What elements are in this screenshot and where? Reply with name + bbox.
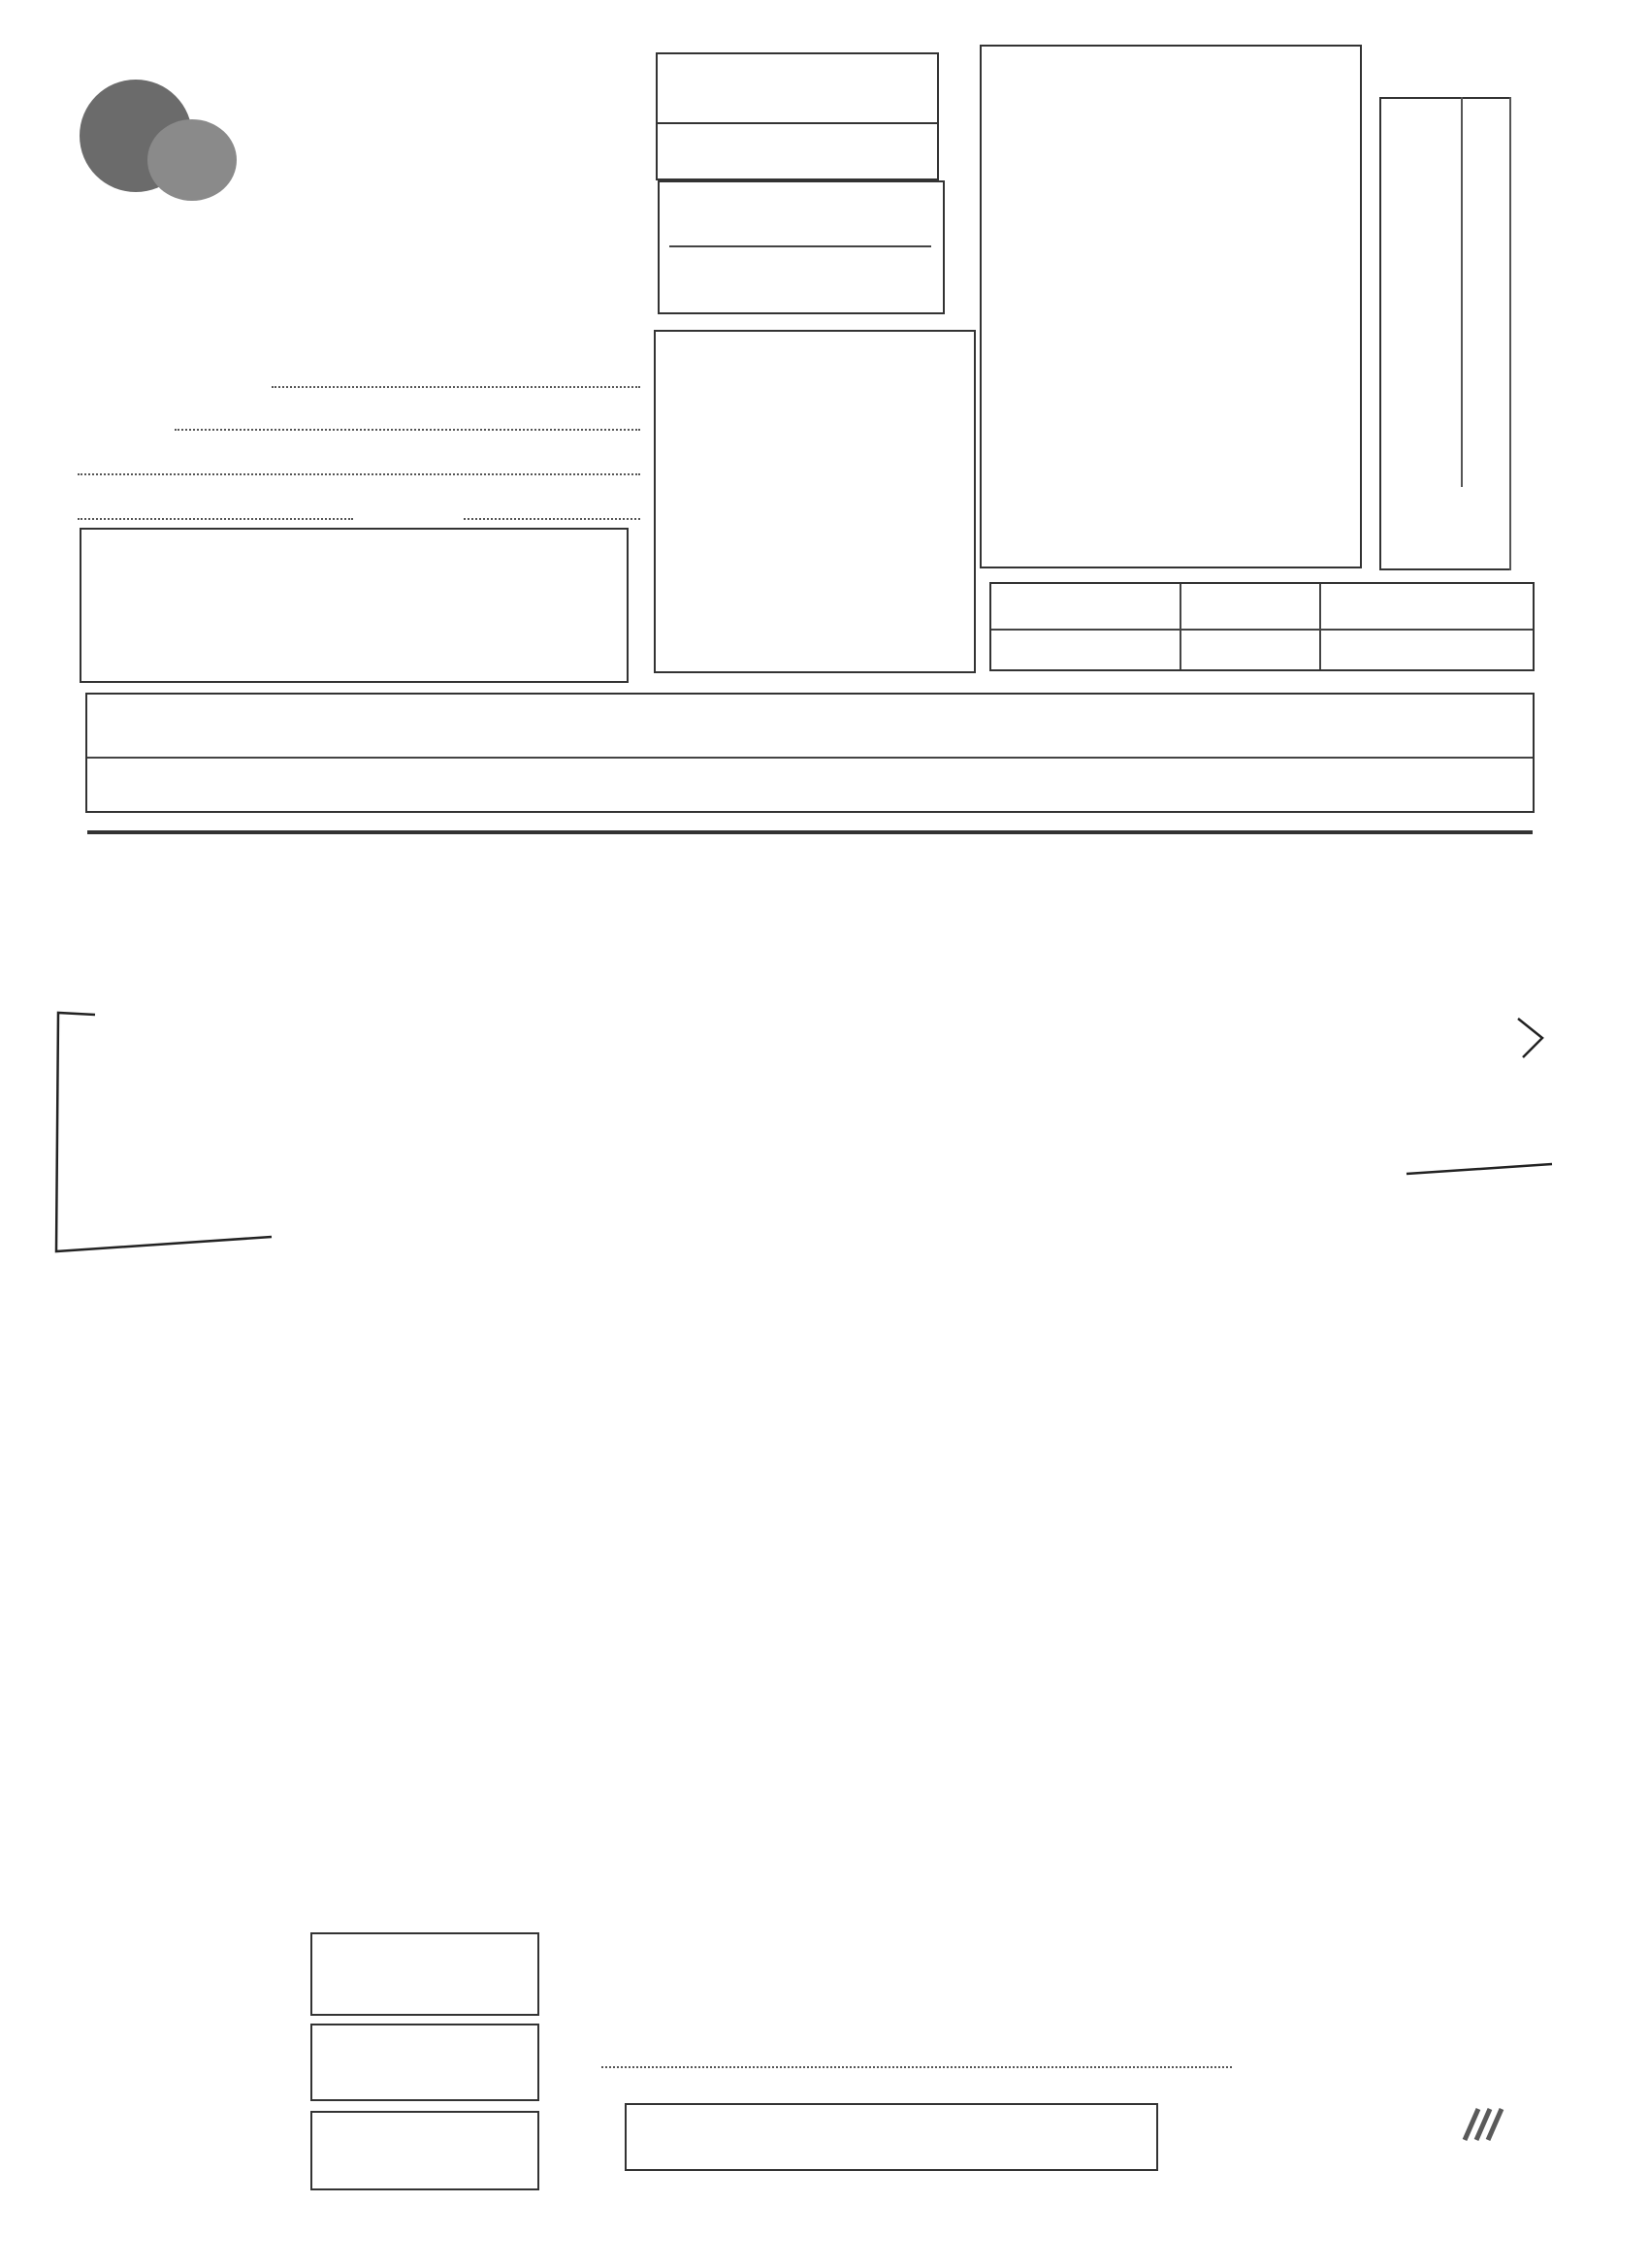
products-list (654, 330, 976, 673)
company-logo (76, 68, 241, 204)
measured-by-box (658, 180, 945, 314)
finishes-table (85, 693, 1535, 813)
deposit-box (310, 2024, 539, 2101)
date-box (656, 52, 939, 180)
contacts-box (80, 528, 629, 683)
source-list (1379, 97, 1511, 570)
bbsa-stripes-icon (1459, 2105, 1507, 2144)
signature-line[interactable] (601, 2066, 1232, 2068)
order-table (87, 826, 1542, 1670)
price-bracket-mark (1387, 892, 1562, 1222)
fitters-box (989, 582, 1535, 671)
payment-methods (625, 2103, 1158, 2171)
total-price-box (310, 1932, 539, 2016)
special-instructions-box (980, 45, 1362, 568)
balance-box (310, 2111, 539, 2190)
bracket-mark (39, 1009, 291, 1271)
logo-icon (76, 68, 241, 204)
